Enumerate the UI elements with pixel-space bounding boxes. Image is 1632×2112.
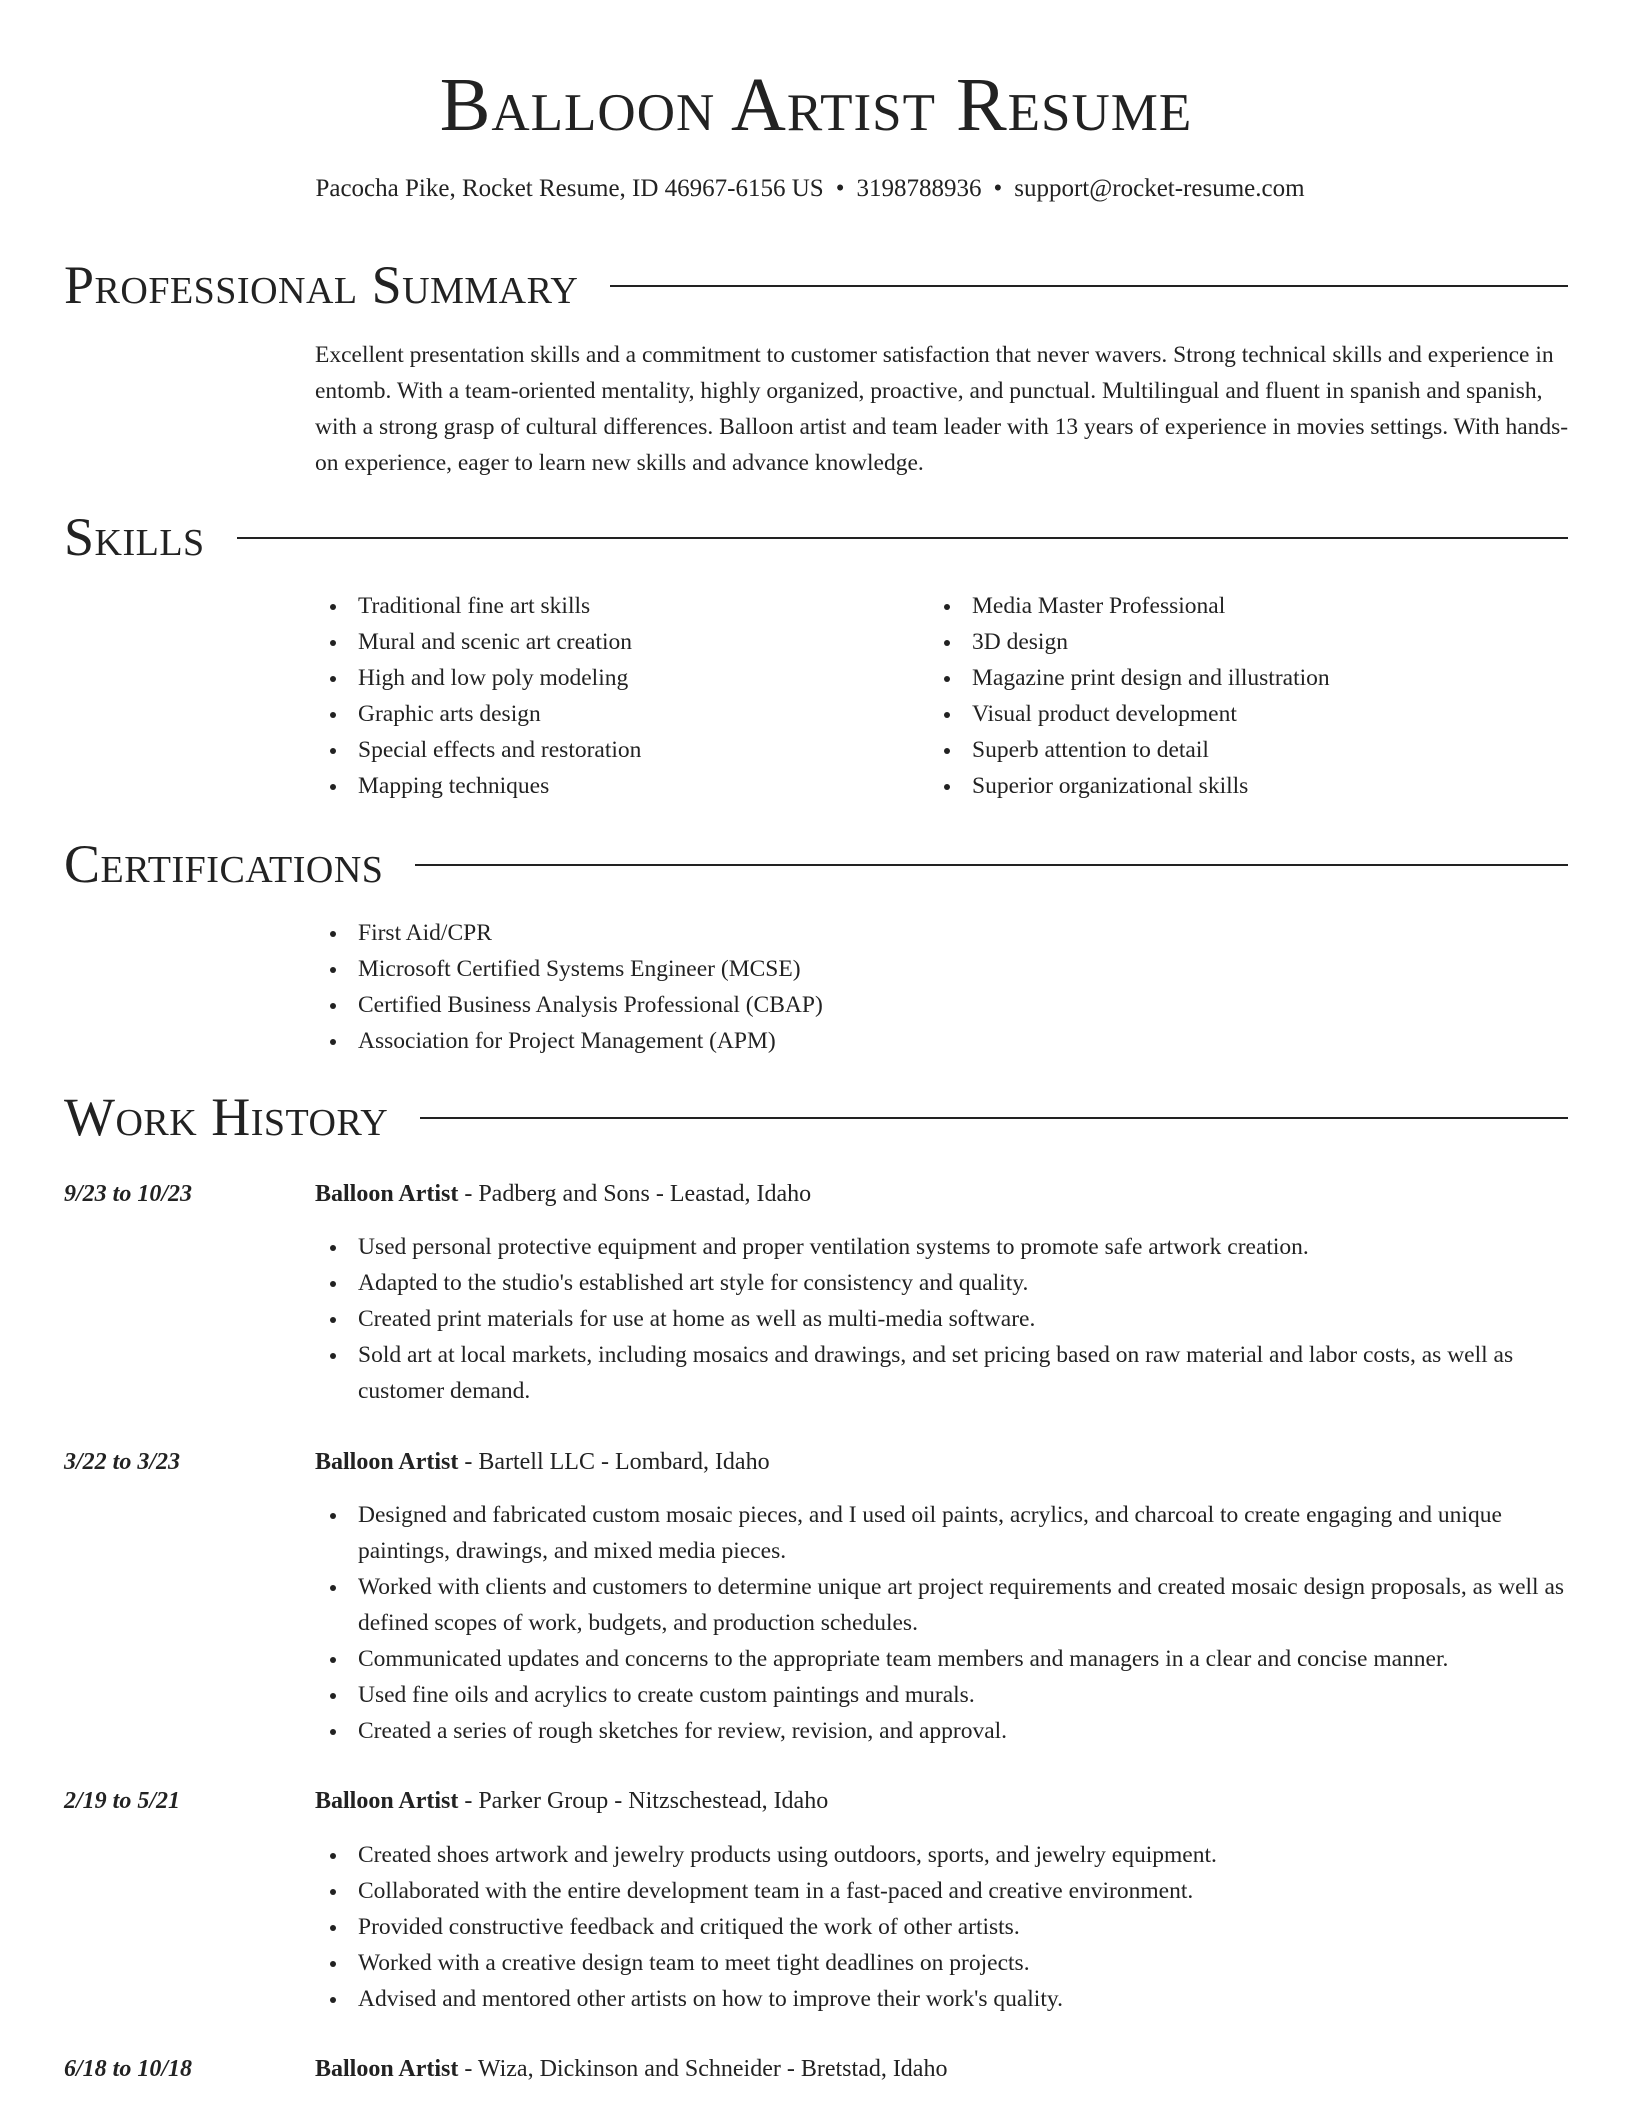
job-bullet: Created a series of rough sketches for review, revision, and approval. bbox=[314, 1713, 1572, 1749]
job-bullet: Adapted to the studio's established art style for consistency and quality. bbox=[314, 1265, 1572, 1301]
summary-section-header bbox=[64, 253, 1568, 317]
job-employer-location: - Parker Group - Nitzschestead, Idaho bbox=[458, 1788, 829, 1814]
skill-item: Mural and scenic art creation bbox=[314, 624, 874, 660]
job-bullet: Communicated updates and concerns to the appropriate team members and managers in a clear and concise manner. bbox=[314, 1641, 1572, 1677]
certifications-list bbox=[314, 915, 1570, 1059]
job-bullet: Created print materials for use at home as well as multi-media software. bbox=[314, 1301, 1572, 1337]
job-role: Balloon Artist bbox=[315, 1181, 459, 1207]
contact-separator: • bbox=[993, 175, 1003, 202]
skill-item: Magazine print design and illustration bbox=[928, 660, 1548, 696]
job-employer-location: - Bartell LLC - Lombard, Idaho bbox=[458, 1449, 770, 1475]
contact-phone: 3198788936 bbox=[856, 175, 982, 202]
job-bullet: Collaborated with the entire development team in a fast-paced and creative environment. bbox=[314, 1873, 1572, 1909]
skill-item: Special effects and restoration bbox=[314, 732, 874, 768]
job-title bbox=[315, 2051, 947, 2087]
job-dates: 9/23 to 10/23 bbox=[64, 1181, 193, 1207]
skill-item: Superior organizational skills bbox=[928, 768, 1548, 804]
job-dates: 3/22 to 3/23 bbox=[64, 1449, 181, 1475]
work-history-heading: Work History bbox=[64, 1087, 389, 1147]
job-bullet: Created shoes artwork and jewelry products using outdoors, sports, and jewelry equipment. bbox=[314, 1837, 1572, 1873]
job-bullets bbox=[314, 1229, 1572, 1409]
section-divider bbox=[237, 537, 1568, 539]
contact-separator: • bbox=[835, 175, 845, 202]
skills-list-left bbox=[314, 588, 874, 804]
contact-line bbox=[0, 172, 1620, 206]
summary-heading: Professional Summary bbox=[64, 255, 579, 315]
certifications-section-header bbox=[64, 832, 1568, 896]
skills-section-header bbox=[64, 505, 1568, 569]
certification-item: Certified Business Analysis Professional (CBAP) bbox=[314, 987, 1570, 1023]
job-bullet: Worked with clients and customers to determine unique art project requirements and created mosaic design proposals, as well as defined scopes of work, budgets, and production schedules. bbox=[314, 1569, 1572, 1641]
skill-item: Media Master Professional bbox=[928, 588, 1548, 624]
section-divider bbox=[420, 1117, 1568, 1119]
contact-address: Pacocha Pike, Rocket Resume, ID 46967-6156 US bbox=[315, 175, 824, 202]
job-title bbox=[315, 1783, 828, 1819]
job-role: Balloon Artist bbox=[315, 1449, 459, 1475]
job-title bbox=[315, 1176, 811, 1212]
job-dates: 6/18 to 10/18 bbox=[64, 2056, 193, 2082]
job-role: Balloon Artist bbox=[315, 1788, 459, 1814]
certification-item: First Aid/CPR bbox=[314, 915, 1570, 951]
job-bullet: Used personal protective equipment and proper ventilation systems to promote safe artwork creation. bbox=[314, 1229, 1572, 1265]
job-bullet: Provided constructive feedback and critiqued the work of other artists. bbox=[314, 1909, 1572, 1945]
job-bullet: Used fine oils and acrylics to create custom paintings and murals. bbox=[314, 1677, 1572, 1713]
job-bullet: Worked with a creative design team to meet tight deadlines on projects. bbox=[314, 1945, 1572, 1981]
skills-list-right bbox=[928, 588, 1548, 804]
job-bullet: Sold art at local markets, including mosaics and drawings, and set pricing based on raw material and labor costs, as well as customer demand. bbox=[314, 1337, 1572, 1409]
job-employer-location: - Padberg and Sons - Leastad, Idaho bbox=[458, 1181, 812, 1207]
job-title bbox=[315, 1444, 770, 1480]
resume-title: Balloon Artist Resume bbox=[439, 63, 1193, 147]
skill-item: Visual product development bbox=[928, 696, 1548, 732]
skill-item: Graphic arts design bbox=[314, 696, 874, 732]
job-employer-location: - Wiza, Dickinson and Schneider - Bretstad, Idaho bbox=[458, 2056, 948, 2082]
work-history-section-header bbox=[64, 1085, 1568, 1149]
job-dates: 2/19 to 5/21 bbox=[64, 1788, 181, 1814]
section-divider bbox=[415, 864, 1568, 866]
certification-item: Microsoft Certified Systems Engineer (MCSE) bbox=[314, 951, 1570, 987]
section-divider bbox=[610, 285, 1568, 287]
job-bullet: Advised and mentored other artists on how to improve their work's quality. bbox=[314, 1981, 1572, 2017]
skill-item: High and low poly modeling bbox=[314, 660, 874, 696]
certifications-heading: Certifications bbox=[64, 834, 384, 894]
skill-item: Mapping techniques bbox=[314, 768, 874, 804]
job-bullets bbox=[314, 1837, 1572, 2017]
skill-item: Traditional fine art skills bbox=[314, 588, 874, 624]
skill-item: 3D design bbox=[928, 624, 1548, 660]
job-bullet: Designed and fabricated custom mosaic pieces, and I used oil paints, acrylics, and charcoal to create engaging and unique paintings, drawings, and mixed media pieces. bbox=[314, 1497, 1572, 1569]
job-role: Balloon Artist bbox=[315, 2056, 459, 2082]
summary-text: Excellent presentation skills and a commitment to customer satisfaction that never wavers. Strong technical skills and experience in entomb. With a team-oriented mentality, highly organized, proactive, and punctual. Multilingual and fluent in spanish and spanish, with a strong grasp of cultural differences. Balloon artist and team leader with 13 years of experience in movies settings. With hands-on experience, eager to learn new skills and advance knowledge. bbox=[315, 342, 1569, 476]
skill-item: Superb attention to detail bbox=[928, 732, 1548, 768]
contact-email: support@rocket-resume.com bbox=[1014, 175, 1305, 202]
job-bullets bbox=[314, 1497, 1572, 1749]
skills-heading: Skills bbox=[64, 507, 205, 567]
certification-item: Association for Project Management (APM) bbox=[314, 1023, 1570, 1059]
